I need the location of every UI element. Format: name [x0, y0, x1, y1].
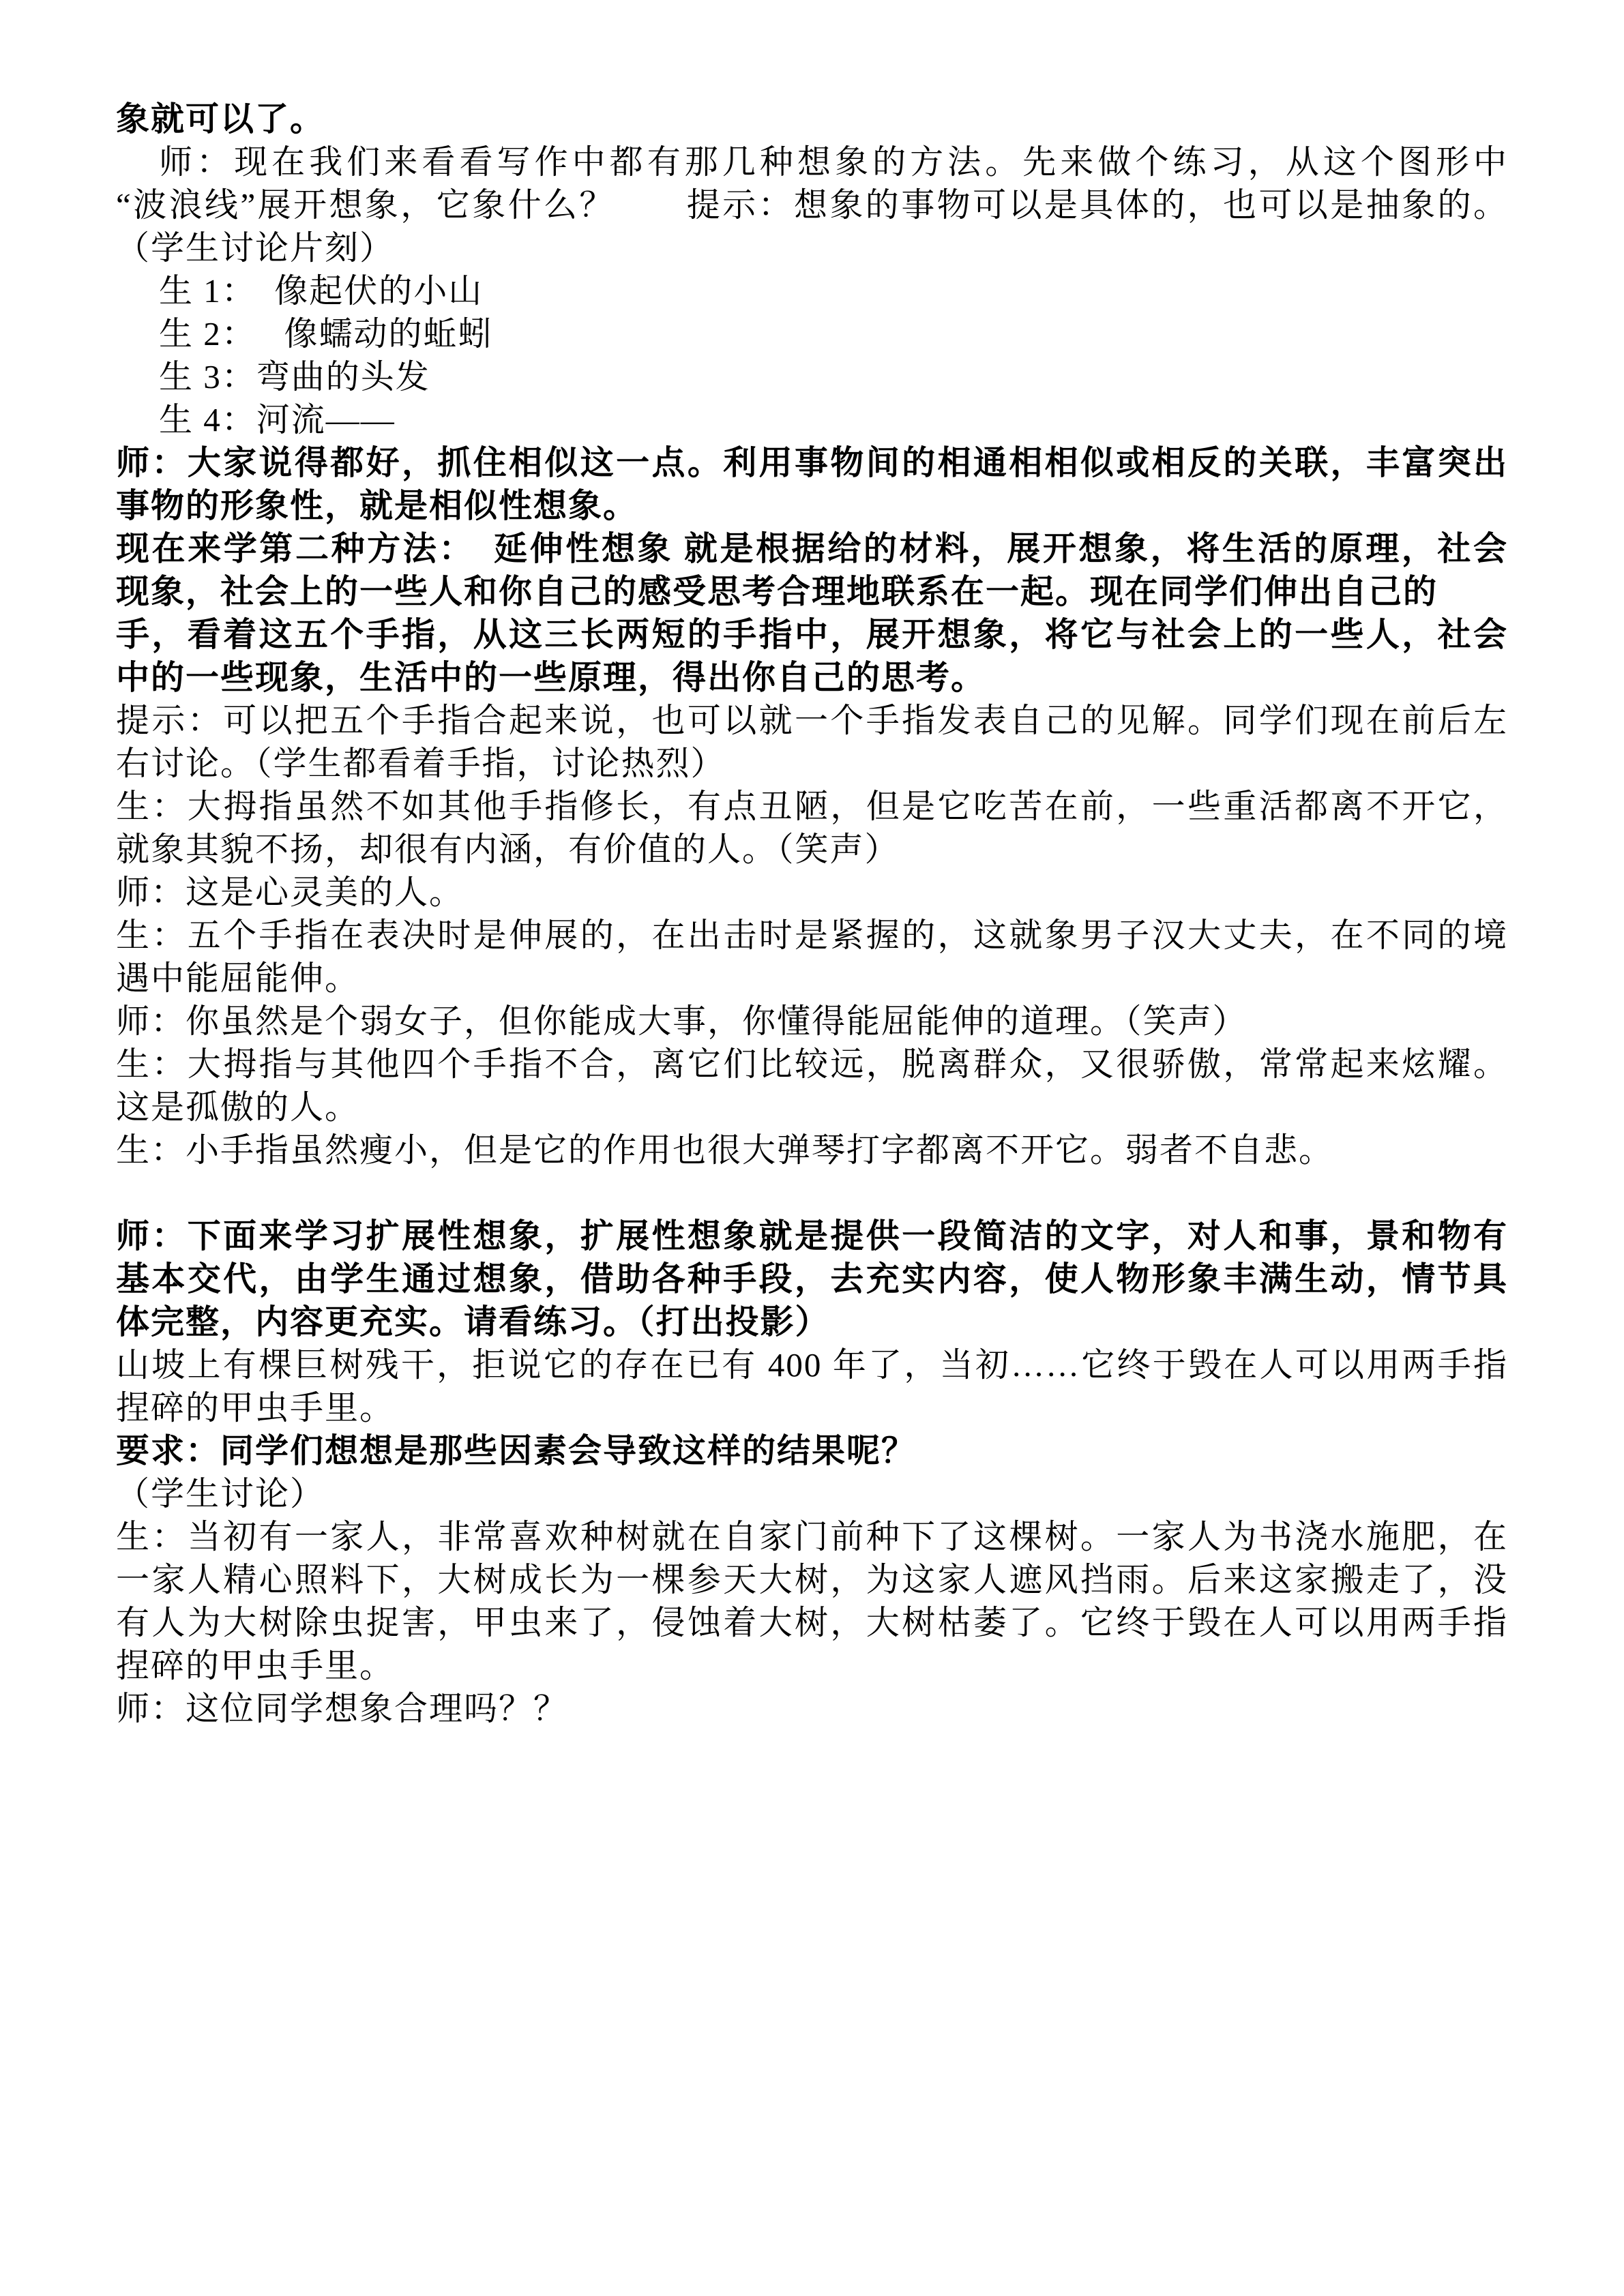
text-line: 中的一些现象，生活中的一些原理，得出你自己的思考。 [116, 659, 986, 696]
text-line: 基本交代，由学生通过想象，借助各种手段，去充实内容，使人物形象丰满生动，情节具 [116, 1260, 1508, 1298]
text-line: 现在来学第二种方法： 延伸性想象 就是根据给的材料，展开想象，将生活的原理，社会 [116, 530, 1508, 567]
text-line: 生 2： 像蠕动的蚯蚓 [159, 315, 493, 353]
document-body [116, 98, 1508, 1730]
text-line: 体完整，内容更充实。请看练习。（打出投影） [116, 1303, 830, 1341]
text-line: （学生讨论） [116, 1475, 325, 1512]
text-line: 捏碎的甲虫手里。 [116, 1647, 395, 1684]
text-line: 生：小手指虽然瘦小，但是它的作用也很大弹琴打字都离不开它。弱者不自悲。 [116, 1131, 1334, 1169]
text-line: 生：大拇指与其他四个手指不合，离它们比较远，脱离群众，又很骄傲，常常起来炫耀。 [116, 1045, 1508, 1083]
text-line: 山坡上有棵巨树残干，拒说它的存在已有 400 年了，当初……它终于毁在人可以用两手指 [116, 1346, 1508, 1384]
text-line: 手，看着这五个手指，从这三长两短的手指中，展开想象，将它与社会上的一些人，社会 [116, 616, 1508, 653]
text-line: 生：大拇指虽然不如其他手指修长，有点丑陋，但是它吃苦在前，一些重活都离不开它， [116, 788, 1508, 825]
text-line: （学生讨论片刻） [116, 229, 395, 267]
text-line: 生 3：弯曲的头发 [159, 358, 430, 396]
text-line: 事物的形象性，就是相似性想象。 [116, 487, 638, 524]
text-line: 右讨论。（学生都看着手指，讨论热烈） [116, 745, 726, 782]
text-line: 生 4：河流—— [159, 401, 396, 438]
text-line: 要求：同学们想想是那些因素会导致这样的结果呢？ [116, 1432, 917, 1470]
text-line: 这是孤傲的人。 [116, 1088, 360, 1126]
text-line: 象就可以了。 [116, 100, 325, 138]
text-line: 遇中能屈能伸。 [116, 959, 360, 997]
blank-line [116, 1172, 1508, 1214]
text-line: 生：五个手指在表决时是伸展的，在出击时是紧握的，这就象男子汉大丈夫，在不同的境 [116, 916, 1508, 954]
text-line: 师：下面来学习扩展性想象，扩展性想象就是提供一段简洁的文字，对人和事，景和物有 [116, 1217, 1508, 1255]
text-line: 师：这位同学想象合理吗？？ [116, 1690, 569, 1727]
text-line: 师：这是心灵美的人。 [116, 874, 464, 911]
text-line: 捏碎的甲虫手里。 [116, 1389, 395, 1427]
text-line: 师：你虽然是个弱女子，但你能成大事，你懂得能屈能伸的道理。（笑声） [116, 1002, 1247, 1040]
text-line: 师：大家说得都好，抓住相似这一点。利用事物间的相通相相似或相反的关联，丰富突出 [116, 444, 1508, 481]
text-line: 生 1： 像起伏的小山 [159, 272, 484, 310]
text-line: 一家人精心照料下，大树成长为一棵参天大树，为这家人遮风挡雨。后来这家搬走了，没 [116, 1561, 1508, 1598]
text-line: 有人为大树除虫捉害，甲虫来了，侵蚀着大树，大树枯萎了。它终于毁在人可以用两手指 [116, 1604, 1508, 1641]
text-line: 提示：可以把五个手指合起来说，也可以就一个手指发表自己的见解。同学们现在前后左 [116, 702, 1508, 739]
text-line: 现象，社会上的一些人和你自己的感受思考合理地联系在一起。现在同学们伸出自己的 [116, 573, 1438, 610]
text-line: 师：现在我们来看看写作中都有那几种想象的方法。先来做个练习，从这个图形中 [159, 143, 1508, 181]
text-line: “波浪线”展开想象，它象什么？ 提示：想象的事物可以是具体的，也可以是抽象的。 [116, 186, 1508, 224]
text-line: 就象其貌不扬，却很有内涵，有价值的人。（笑声） [116, 831, 900, 868]
text-line: 生：当初有一家人，非常喜欢种树就在自家门前种下了这棵树。一家人为书浇水施肥，在 [116, 1518, 1508, 1555]
